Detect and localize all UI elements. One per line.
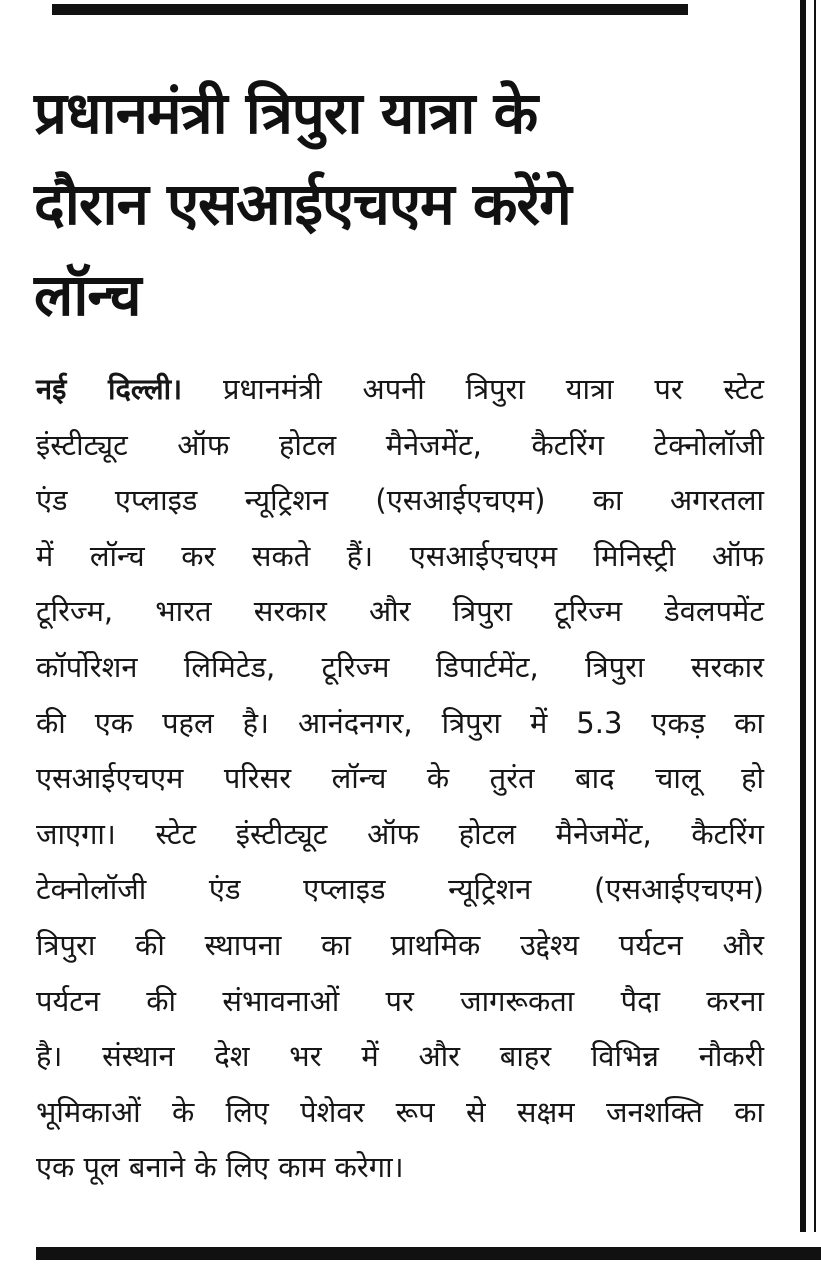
article-line-4: में लॉन्च कर सकते हैं। एसआईएचएम मिनिस्ट्री ऑफ [36,538,764,573]
article-body [36,362,764,1196]
article-line-13: है। संस्थान देश भर में और बाहर विभिन्न नौकरी [36,1039,764,1074]
article-line-7: की एक पहल है। आनंदनगर, त्रिपुरा में 5.3 एकड़ का [36,705,764,740]
article-line-3: एंड एप्लाइड न्यूट्रिशन (एसआईएचएम) का अगरतला [36,483,764,518]
article-line-10: टेक्नोलॉजी एंड एप्लाइड न्यूट्रिशन (एसआईएचएम) [36,872,764,907]
article-line-2: इंस्टीट्यूट ऑफ होटल मैनेजमेंट, कैटरिंग टेक्नोलॉजी [36,427,764,462]
headline [34,68,794,341]
headline-line-2: दौरान एसआईएचएम करेंगे [34,170,571,238]
headline-line-3: लॉन्च [34,261,141,329]
article-line-5: टूरिज्म, भारत सरकार और त्रिपुरा टूरिज्म डेवलपमेंट [36,594,764,629]
article-line-1 [36,362,764,418]
right-column-rule-thin [814,0,816,1232]
article-line-12: पर्यटन की संभावनाओं पर जागरूकता पैदा करना [36,983,764,1018]
article-line-6: कॉर्पोरेशन लिमिटेड, टूरिज्म डिपार्टमेंट, त्रिपुरा सरकार [36,649,764,684]
article-line-9: जाएगा। स्टेट इंस्टीट्यूट ऑफ होटल मैनेजमेंट, कैटरिंग [36,816,764,851]
right-column-rule-thick [800,0,806,1232]
article-line-1-text: प्रधानमंत्री अपनी त्रिपुरा यात्रा पर स्टेट [182,372,764,406]
article-line-14: भूमिकाओं के लिए पेशेवर रूप से सक्षम जनशक्ति का [36,1094,764,1129]
article-line-11: त्रिपुरा की स्थापना का प्राथमिक उद्देश्य पर्यटन और [36,927,764,962]
bottom-rule [36,1247,821,1260]
dateline: नई दिल्ली। [36,372,183,406]
article-line-8: एसआईएचएम परिसर लॉन्च के तुरंत बाद चालू हो [36,761,764,796]
article-line-15: एक पूल बनाने के लिए काम करेगा। [36,1150,404,1185]
top-rule [52,4,688,15]
headline-line-1: प्रधानमंत्री त्रिपुरा यात्रा के [34,79,538,147]
